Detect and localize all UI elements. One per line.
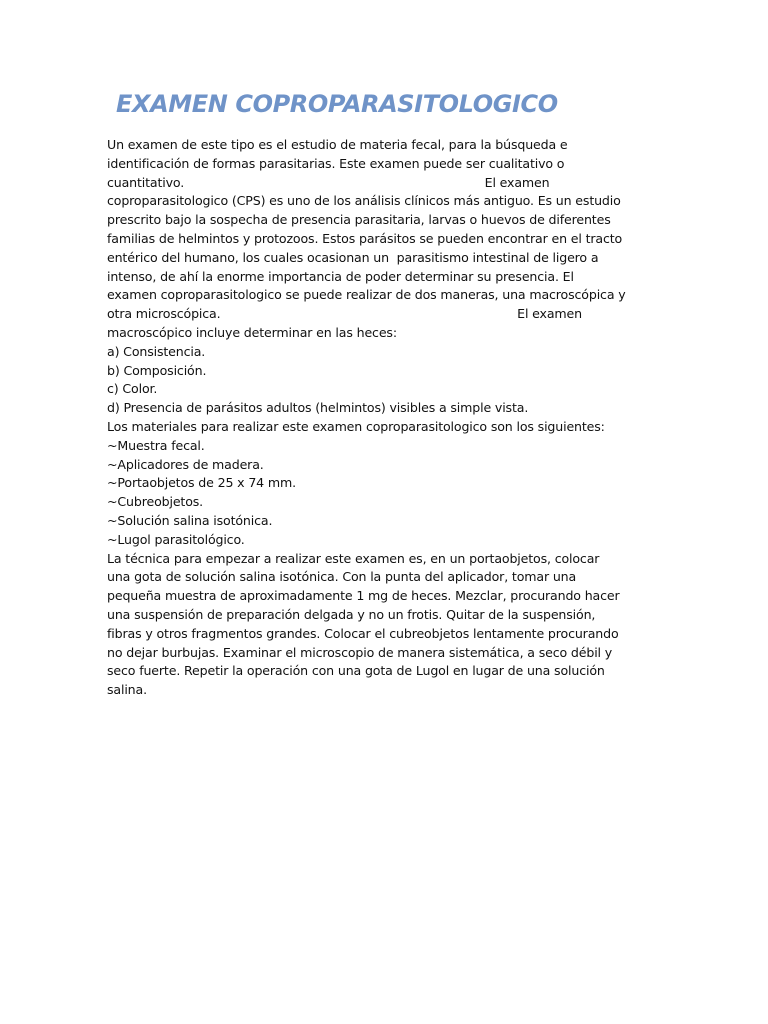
body-line: examen coproparasitologico se puede realizar de dos maneras, una macroscópica y: [107, 287, 626, 303]
body-line: prescrito bajo la sospecha de presencia parasitaria, larvas o huevos de diferentes: [107, 212, 611, 228]
body-line: seco fuerte. Repetir la operación con una gota de Lugol en lugar de una solución: [107, 663, 605, 679]
body-line: macroscópico incluye determinar en las heces:: [107, 324, 397, 340]
body-line: una suspensión de preparación delgada y no un frotis. Quitar de la suspensión,: [107, 606, 596, 622]
body-line: familias de helmintos y protozoos. Estos parásitos se pueden encontrar en el tracto: [107, 230, 623, 246]
body-line: una gota de solución salina isotónica. Con la punta del aplicador, tomar una: [107, 569, 577, 585]
body-line: a) Consistencia.: [107, 343, 206, 359]
body-line: otra microscópica. El examen: [107, 306, 582, 322]
body-line: coproparasitologico (CPS) es uno de los análisis clínicos más antiguo. Es un estudio: [107, 193, 621, 209]
body-line: identificación de formas parasitarias. Este examen puede ser cualitativo o: [107, 155, 565, 171]
body-line: ~Aplicadores de madera.: [107, 456, 264, 472]
body-line: ~Lugol parasitológico.: [107, 531, 245, 547]
body-line: ~Muestra fecal.: [107, 437, 205, 453]
body-line: d) Presencia de parásitos adultos (helmintos) visibles a simple vista.: [107, 400, 529, 416]
document-body: [107, 136, 667, 700]
body-line: b) Composición.: [107, 362, 207, 378]
body-line: cuantitativo. El examen: [107, 174, 550, 190]
document-title: EXAMEN COPROPARASITOLOGICO: [116, 90, 558, 118]
body-line: fibras y otros fragmentos grandes. Colocar el cubreobjetos lentamente procurando: [107, 625, 619, 641]
body-line: ~Cubreobjetos.: [107, 494, 204, 510]
body-line: Un examen de este tipo es el estudio de materia fecal, para la búsqueda e: [107, 137, 568, 152]
body-line: Los materiales para realizar este examen coproparasitologico son los siguientes:: [107, 418, 605, 434]
body-line: pequeña muestra de aproximadamente 1 mg de heces. Mezclar, procurando hacer: [107, 588, 620, 604]
body-line: intenso, de ahí la enorme importancia de poder determinar su presencia. El: [107, 268, 574, 284]
body-line: salina.: [107, 682, 147, 698]
body-line: ~Portaobjetos de 25 x 74 mm.: [107, 475, 296, 491]
body-line: no dejar burbujas. Examinar el microscopio de manera sistemática, a seco débil y: [107, 644, 613, 660]
body-line: La técnica para empezar a realizar este examen es, en un portaobjetos, colocar: [107, 550, 600, 566]
body-line: ~Solución salina isotónica.: [107, 512, 273, 528]
body-line: c) Color.: [107, 381, 158, 397]
body-line: entérico del humano, los cuales ocasionan un parasitismo intestinal de ligero a: [107, 249, 599, 265]
